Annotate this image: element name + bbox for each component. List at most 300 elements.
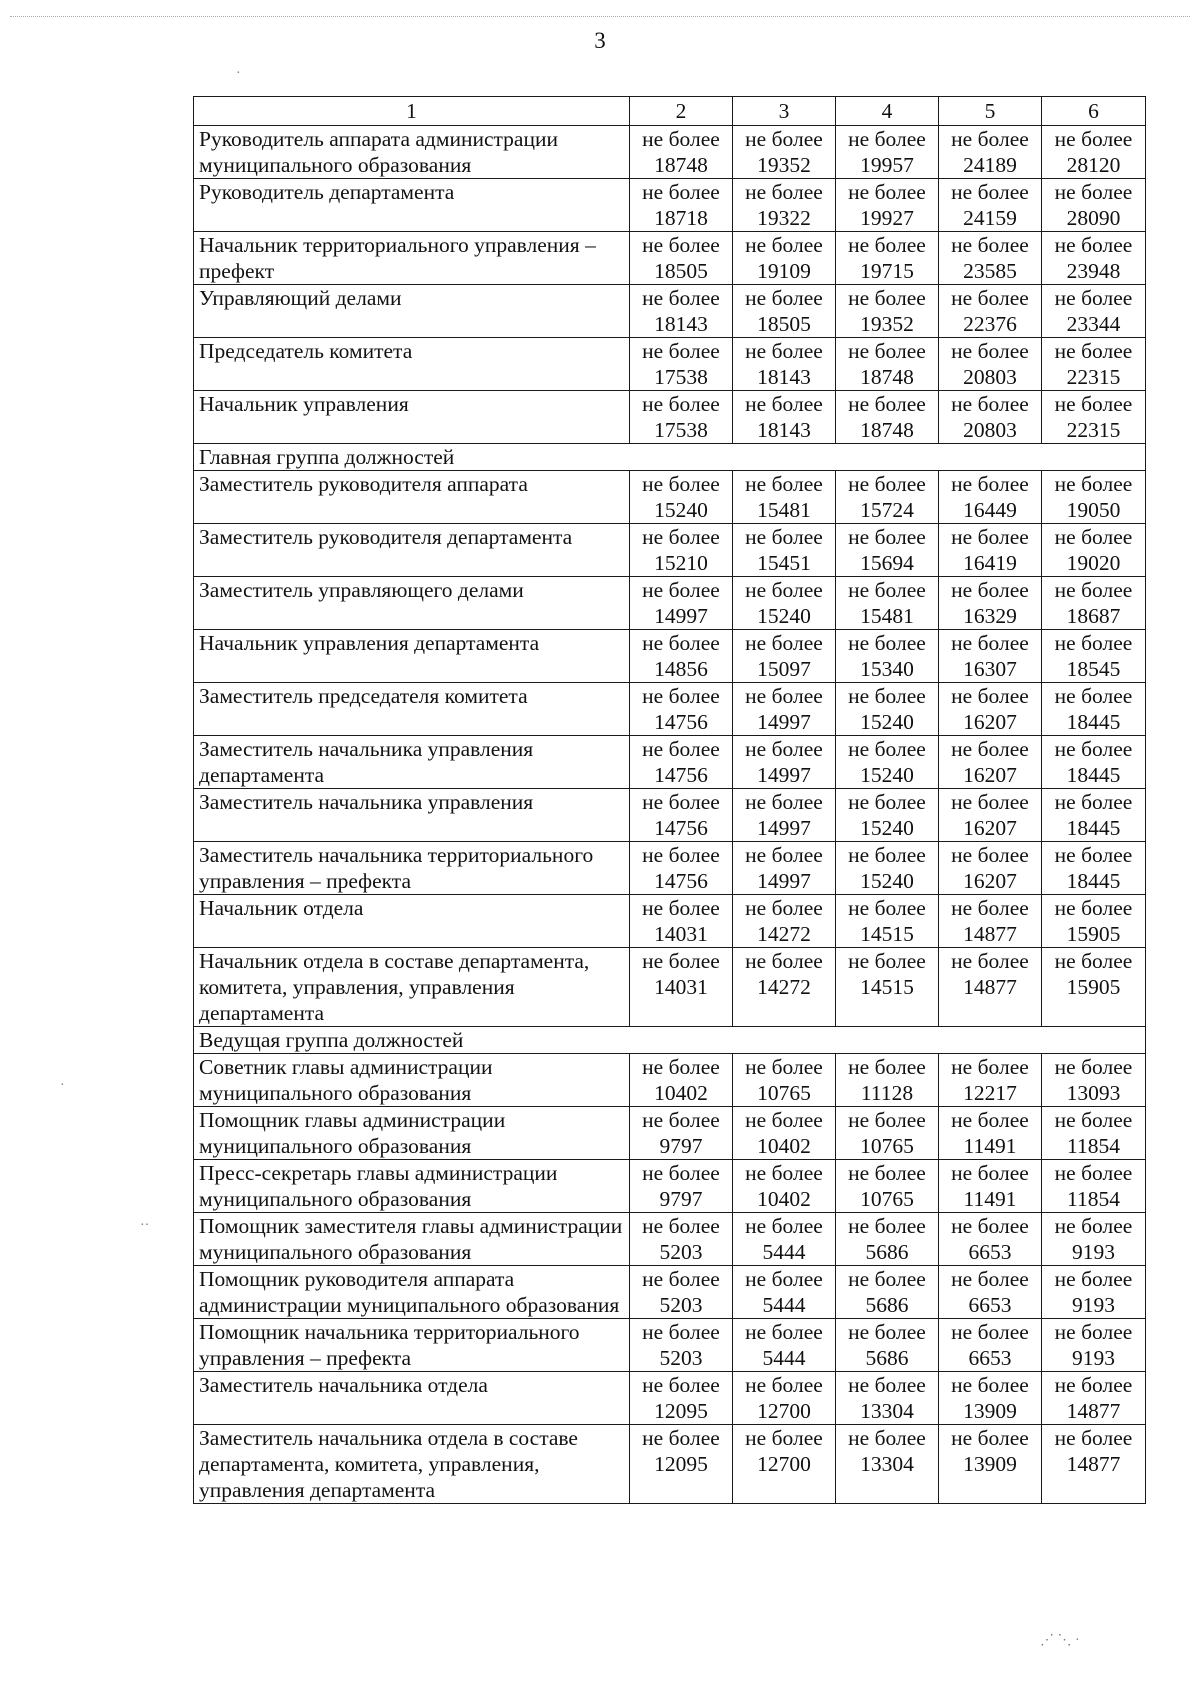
salary-cell — [836, 683, 939, 736]
salary-value: 14877 — [963, 922, 1017, 946]
salary-cell — [733, 524, 836, 577]
limit-prefix: не более — [951, 1108, 1029, 1132]
salary-value: 14756 — [654, 869, 708, 893]
limit-prefix: не более — [951, 180, 1029, 204]
salary-cell — [939, 1160, 1042, 1213]
salary-value: 19352 — [860, 312, 914, 336]
column-header: 3 — [733, 97, 836, 126]
limit-prefix: не более — [848, 1055, 926, 1079]
limit-prefix: не более — [642, 1161, 720, 1185]
salary-value: 12700 — [757, 1452, 811, 1476]
salary-cell — [939, 683, 1042, 736]
table-row — [194, 179, 1146, 232]
column-header: 5 — [939, 97, 1042, 126]
salary-cell — [1042, 338, 1146, 391]
position-name: Заместитель начальника отдела — [194, 1372, 630, 1425]
limit-prefix: не более — [745, 843, 823, 867]
salary-cell — [836, 179, 939, 232]
limit-prefix: не более — [642, 1214, 720, 1238]
salary-cell — [939, 1372, 1042, 1425]
salary-cell — [733, 1213, 836, 1266]
table-row — [194, 1372, 1146, 1425]
limit-prefix: не более — [642, 1426, 720, 1450]
salary-value: 15240 — [860, 710, 914, 734]
column-header: 1 — [194, 97, 630, 126]
column-header: 4 — [836, 97, 939, 126]
salary-cell — [1042, 683, 1146, 736]
limit-prefix: не более — [848, 472, 926, 496]
salary-cell — [1042, 179, 1146, 232]
salary-value: 14756 — [654, 710, 708, 734]
column-header: 2 — [630, 97, 733, 126]
limit-prefix: не более — [951, 1161, 1029, 1185]
salary-cell — [630, 683, 733, 736]
salary-value: 14997 — [757, 869, 811, 893]
salary-cell — [836, 391, 939, 444]
salary-cell — [836, 630, 939, 683]
limit-prefix: не более — [642, 1108, 720, 1132]
salary-value: 14997 — [757, 710, 811, 734]
salary-value: 18445 — [1066, 816, 1121, 840]
limit-prefix: не более — [745, 1108, 823, 1132]
limit-prefix: не более — [642, 896, 720, 920]
limit-prefix: не более — [951, 578, 1029, 602]
limit-prefix: не более — [745, 684, 823, 708]
salary-value: 9193 — [1072, 1346, 1115, 1370]
limit-prefix: не более — [951, 1267, 1029, 1291]
salary-value: 22315 — [1066, 418, 1121, 442]
salary-cell — [836, 1213, 939, 1266]
salary-cell — [733, 895, 836, 948]
salary-value: 18545 — [1066, 657, 1121, 681]
limit-prefix: не более — [848, 1267, 926, 1291]
limit-prefix: не более — [745, 180, 823, 204]
salary-cell — [630, 1425, 733, 1504]
limit-prefix: не более — [848, 1426, 926, 1450]
salary-cell — [836, 338, 939, 391]
limit-prefix: не более — [642, 525, 720, 549]
limit-prefix: не более — [745, 949, 823, 973]
salary-value: 13909 — [963, 1399, 1017, 1423]
table-row — [194, 630, 1146, 683]
salary-value: 14997 — [757, 763, 811, 787]
limit-prefix: не более — [848, 339, 926, 363]
limit-prefix: не более — [745, 339, 823, 363]
salary-value: 6653 — [968, 1293, 1012, 1317]
scan-speck: ⋰ ⋱ · — [1040, 1633, 1080, 1648]
salary-cell — [733, 1372, 836, 1425]
limit-prefix: не более — [745, 472, 823, 496]
salary-cell — [630, 1266, 733, 1319]
limit-prefix: не более — [1054, 127, 1133, 151]
salary-value: 14756 — [654, 816, 708, 840]
limit-prefix: не более — [745, 1055, 823, 1079]
limit-prefix: не более — [848, 578, 926, 602]
salary-cell — [1042, 232, 1146, 285]
salary-cell — [1042, 736, 1146, 789]
salary-value: 10765 — [757, 1081, 811, 1105]
position-name: Начальник управления департамента — [194, 630, 630, 683]
limit-prefix: не более — [951, 843, 1029, 867]
salary-cell — [939, 630, 1042, 683]
table-body — [194, 126, 1146, 1504]
salary-value: 14877 — [1066, 1452, 1121, 1476]
salary-value: 14272 — [757, 922, 811, 946]
salary-value: 22315 — [1066, 365, 1121, 389]
salary-cell — [836, 471, 939, 524]
limit-prefix: не более — [848, 684, 926, 708]
salary-value: 20803 — [963, 418, 1017, 442]
salary-value: 14756 — [654, 763, 708, 787]
table-row — [194, 232, 1146, 285]
scan-speck: · — [60, 1078, 65, 1093]
table-row — [194, 1266, 1146, 1319]
salary-value: 18505 — [757, 312, 811, 336]
salary-value: 11491 — [963, 1134, 1017, 1158]
table-row — [194, 338, 1146, 391]
position-name: Начальник территориального управления – префект — [194, 232, 630, 285]
salary-value: 11854 — [1067, 1134, 1120, 1158]
limit-prefix: не более — [848, 896, 926, 920]
limit-prefix: не более — [1054, 684, 1133, 708]
table-row — [194, 524, 1146, 577]
salary-cell — [630, 1319, 733, 1372]
salary-value: 13304 — [860, 1399, 914, 1423]
limit-prefix: не более — [1054, 1373, 1133, 1397]
salary-cell — [733, 1425, 836, 1504]
salary-value: 5444 — [762, 1346, 806, 1370]
limit-prefix: не более — [745, 1320, 823, 1344]
salary-value: 23585 — [963, 259, 1017, 283]
position-name: Помощник главы администрации муниципального образования — [194, 1107, 630, 1160]
limit-prefix: не более — [951, 286, 1029, 310]
salary-cell — [836, 842, 939, 895]
salary-value: 19020 — [1066, 551, 1121, 575]
position-name: Руководитель аппарата администрации муниципального образования — [194, 126, 630, 179]
salary-cell — [939, 736, 1042, 789]
limit-prefix: не более — [848, 1214, 926, 1238]
limit-prefix: не более — [951, 1426, 1029, 1450]
salary-cell — [939, 338, 1042, 391]
limit-prefix: не более — [1054, 1267, 1133, 1291]
limit-prefix: не более — [745, 1214, 823, 1238]
limit-prefix: не более — [951, 1214, 1029, 1238]
salary-value: 15210 — [654, 551, 708, 575]
limit-prefix: не более — [951, 525, 1029, 549]
limit-prefix: не более — [1054, 949, 1133, 973]
limit-prefix: не более — [951, 737, 1029, 761]
limit-prefix: не более — [1054, 180, 1133, 204]
salary-value: 28090 — [1066, 206, 1121, 230]
salary-value: 5686 — [865, 1293, 909, 1317]
salary-value: 20803 — [963, 365, 1017, 389]
limit-prefix: не более — [1054, 392, 1133, 416]
limit-prefix: не более — [951, 392, 1029, 416]
salary-cell — [1042, 948, 1146, 1027]
table-row — [194, 1160, 1146, 1213]
salary-cell — [939, 1054, 1042, 1107]
salary-value: 6653 — [968, 1240, 1012, 1264]
salary-cell — [1042, 1425, 1146, 1504]
salary-cell — [733, 1319, 836, 1372]
limit-prefix: не более — [745, 1426, 823, 1450]
limit-prefix: не более — [1054, 1055, 1133, 1079]
salary-value: 5203 — [659, 1240, 703, 1264]
limit-prefix: не более — [642, 1320, 720, 1344]
table-row — [194, 1319, 1146, 1372]
salary-value: 10765 — [860, 1187, 914, 1211]
position-name: Заместитель начальника территориального управления – префекта — [194, 842, 630, 895]
salary-value: 18445 — [1066, 710, 1121, 734]
salary-cell — [733, 842, 836, 895]
salary-cell — [1042, 1372, 1146, 1425]
salary-value: 19322 — [757, 206, 811, 230]
limit-prefix: не более — [642, 949, 720, 973]
salary-cell — [939, 789, 1042, 842]
salary-cell — [630, 895, 733, 948]
salary-cell — [733, 683, 836, 736]
table-row — [194, 1107, 1146, 1160]
group-title: Ведущая группа должностей — [194, 1027, 1146, 1054]
salary-cell — [1042, 471, 1146, 524]
salary-value: 15451 — [757, 551, 811, 575]
limit-prefix: не более — [951, 949, 1029, 973]
salary-value: 16449 — [963, 498, 1017, 522]
position-name: Начальник отдела — [194, 895, 630, 948]
salary-cell — [836, 1054, 939, 1107]
limit-prefix: не более — [848, 180, 926, 204]
limit-prefix: не более — [951, 790, 1029, 814]
limit-prefix: не более — [1054, 1426, 1133, 1450]
limit-prefix: не более — [745, 631, 823, 655]
position-name: Начальник отдела в составе департамента, комитета, управления, управления департамента — [194, 948, 630, 1027]
salary-cell — [733, 789, 836, 842]
limit-prefix: не более — [642, 127, 720, 151]
salary-cell — [939, 524, 1042, 577]
limit-prefix: не более — [1054, 1214, 1133, 1238]
limit-prefix: не более — [1054, 1161, 1133, 1185]
salary-value: 19927 — [860, 206, 914, 230]
salary-value: 15724 — [860, 498, 914, 522]
salary-cell — [1042, 126, 1146, 179]
salary-cell — [630, 1213, 733, 1266]
salary-value: 18143 — [757, 365, 811, 389]
salary-cell — [939, 471, 1042, 524]
position-name: Управляющий делами — [194, 285, 630, 338]
scan-speck: · — [236, 66, 241, 81]
salary-value: 13909 — [963, 1452, 1017, 1476]
salary-value: 11491 — [963, 1187, 1017, 1211]
salary-value: 16207 — [963, 869, 1017, 893]
salary-cell — [733, 1107, 836, 1160]
salary-cell — [939, 1266, 1042, 1319]
salary-cell — [733, 471, 836, 524]
salary-value: 14031 — [654, 975, 708, 999]
salary-cell — [836, 126, 939, 179]
limit-prefix: не более — [1054, 472, 1133, 496]
salary-value: 17538 — [654, 418, 708, 442]
salary-value: 10402 — [757, 1187, 811, 1211]
limit-prefix: не более — [848, 843, 926, 867]
salary-cell — [1042, 789, 1146, 842]
salary-value: 24189 — [963, 153, 1017, 177]
salary-cell — [939, 948, 1042, 1027]
salary-cell — [630, 338, 733, 391]
salary-value: 14272 — [757, 975, 811, 999]
salary-cell — [733, 1054, 836, 1107]
salary-cell — [836, 1425, 939, 1504]
salary-value: 14997 — [654, 604, 708, 628]
salary-cell — [836, 895, 939, 948]
limit-prefix: не более — [745, 286, 823, 310]
salary-value: 15905 — [1066, 922, 1121, 946]
limit-prefix: не более — [1054, 233, 1133, 257]
limit-prefix: не более — [745, 127, 823, 151]
salary-value: 15240 — [860, 816, 914, 840]
salary-cell — [836, 1160, 939, 1213]
salary-value: 16307 — [963, 657, 1017, 681]
salary-value: 14515 — [860, 975, 914, 999]
salary-value: 11128 — [860, 1081, 914, 1105]
limit-prefix: не более — [848, 286, 926, 310]
salary-cell — [939, 391, 1042, 444]
limit-prefix: не более — [1054, 339, 1133, 363]
salary-cell — [1042, 895, 1146, 948]
limit-prefix: не более — [642, 1055, 720, 1079]
salary-value: 14877 — [1066, 1399, 1121, 1423]
salary-cell — [630, 524, 733, 577]
salary-cell — [836, 524, 939, 577]
salary-cell — [939, 126, 1042, 179]
salary-value: 6653 — [968, 1346, 1012, 1370]
salary-cell — [630, 179, 733, 232]
salary-cell — [630, 1160, 733, 1213]
limit-prefix: не более — [745, 392, 823, 416]
position-name: Помощник руководителя аппарата администрации муниципального образования — [194, 1266, 630, 1319]
limit-prefix: не более — [848, 1320, 926, 1344]
salary-value: 15240 — [860, 869, 914, 893]
limit-prefix: не более — [848, 1161, 926, 1185]
limit-prefix: не более — [642, 472, 720, 496]
salary-value: 16207 — [963, 710, 1017, 734]
salary-value: 18505 — [654, 259, 708, 283]
limit-prefix: не более — [642, 1267, 720, 1291]
salary-cell — [939, 1319, 1042, 1372]
salary-value: 18445 — [1066, 869, 1121, 893]
scan-speck: ·· — [140, 1218, 150, 1233]
salary-value: 18748 — [654, 153, 708, 177]
salary-value: 28120 — [1066, 153, 1121, 177]
salary-cell — [1042, 1107, 1146, 1160]
salary-value: 22376 — [963, 312, 1017, 336]
limit-prefix: не более — [1054, 286, 1133, 310]
salary-cell — [630, 789, 733, 842]
table-row — [194, 789, 1146, 842]
salary-value: 9193 — [1072, 1240, 1115, 1264]
limit-prefix: не более — [642, 339, 720, 363]
salary-cell — [939, 1425, 1042, 1504]
salary-value: 15905 — [1066, 975, 1121, 999]
position-name: Руководитель департамента — [194, 179, 630, 232]
salary-cell — [836, 285, 939, 338]
salary-value: 14877 — [963, 975, 1017, 999]
salary-value: 15340 — [860, 657, 914, 681]
salary-value: 12217 — [963, 1081, 1017, 1105]
salary-cell — [733, 179, 836, 232]
salary-value: 15694 — [860, 551, 914, 575]
limit-prefix: не более — [1054, 1320, 1133, 1344]
salary-value: 18718 — [654, 206, 708, 230]
limit-prefix: не более — [848, 737, 926, 761]
salary-cell — [939, 232, 1042, 285]
position-name: Председатель комитета — [194, 338, 630, 391]
position-name: Заместитель руководителя аппарата — [194, 471, 630, 524]
salary-value: 19050 — [1066, 498, 1121, 522]
salary-cell — [630, 285, 733, 338]
limit-prefix: не более — [745, 790, 823, 814]
limit-prefix: не более — [848, 1373, 926, 1397]
limit-prefix: не более — [642, 233, 720, 257]
salary-value: 18748 — [860, 365, 914, 389]
limit-prefix: не более — [951, 472, 1029, 496]
salary-value: 24159 — [963, 206, 1017, 230]
table-row — [194, 391, 1146, 444]
limit-prefix: не более — [745, 233, 823, 257]
limit-prefix: не более — [1054, 578, 1133, 602]
position-name: Заместитель управляющего делами — [194, 577, 630, 630]
position-name: Начальник управления — [194, 391, 630, 444]
limit-prefix: не более — [642, 1373, 720, 1397]
salary-value: 5444 — [762, 1240, 806, 1264]
salary-value: 10402 — [757, 1134, 811, 1158]
salary-cell — [733, 577, 836, 630]
salary-cell — [939, 1213, 1042, 1266]
salary-value: 9797 — [659, 1187, 703, 1211]
limit-prefix: не более — [951, 1320, 1029, 1344]
limit-prefix: не более — [642, 578, 720, 602]
salary-cell — [1042, 1266, 1146, 1319]
salary-cell — [836, 1266, 939, 1319]
salary-cell — [733, 126, 836, 179]
salary-cell — [836, 1319, 939, 1372]
salary-value: 17538 — [654, 365, 708, 389]
salary-cell — [1042, 524, 1146, 577]
limit-prefix: не более — [745, 896, 823, 920]
scan-edge-line — [10, 16, 1190, 17]
position-name: Заместитель начальника управления — [194, 789, 630, 842]
salary-value: 19957 — [860, 153, 914, 177]
salary-cell — [836, 232, 939, 285]
table-row — [194, 577, 1146, 630]
group-title: Главная группа должностей — [194, 444, 1146, 471]
limit-prefix: не более — [745, 1161, 823, 1185]
salary-cell — [939, 285, 1042, 338]
salary-cell — [1042, 1054, 1146, 1107]
limit-prefix: не более — [1054, 790, 1133, 814]
salary-value: 5686 — [865, 1240, 909, 1264]
salary-value: 18687 — [1066, 604, 1121, 628]
limit-prefix: не более — [642, 286, 720, 310]
salary-cell — [630, 391, 733, 444]
salary-cell — [733, 1266, 836, 1319]
salary-cell — [733, 948, 836, 1027]
salary-value: 11854 — [1067, 1187, 1120, 1211]
salary-cell — [836, 1372, 939, 1425]
limit-prefix: не более — [642, 790, 720, 814]
salary-cell — [1042, 391, 1146, 444]
limit-prefix: не более — [848, 127, 926, 151]
limit-prefix: не более — [642, 843, 720, 867]
